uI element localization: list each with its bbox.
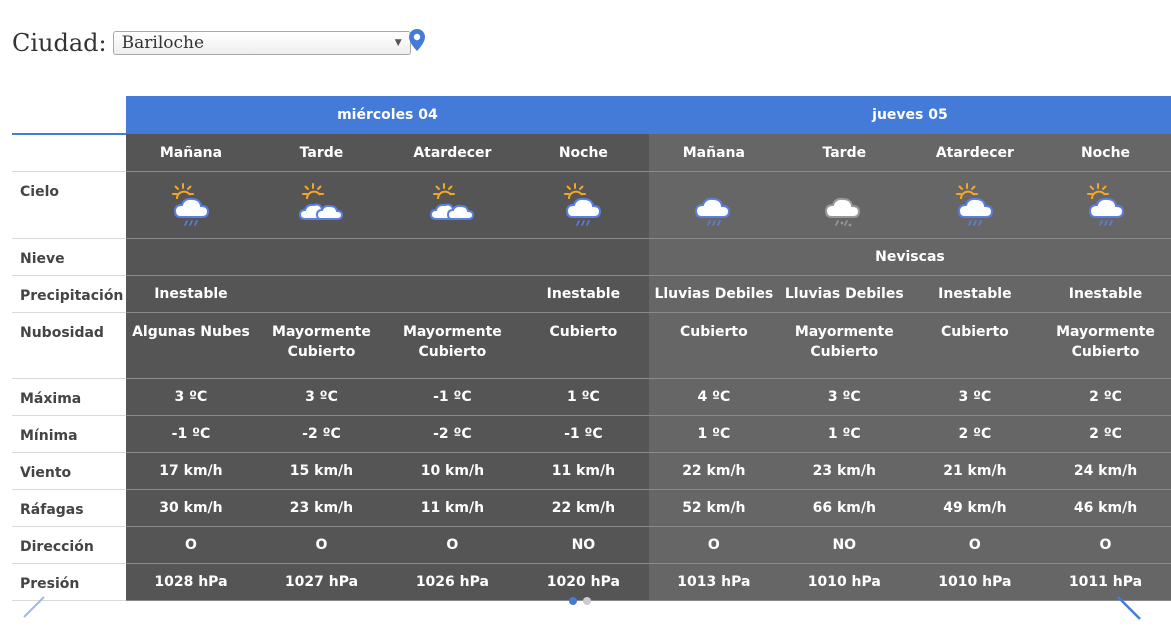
prev-arrow-icon[interactable] [20,595,48,627]
rafagas-cell: 49 km/h [910,490,1040,527]
rafagas-cell: 66 km/h [779,490,910,527]
min-cell: 1 ºC [649,416,779,453]
direccion-cell: O [1040,527,1171,564]
viento-cell: 23 km/h [779,453,910,490]
viento-cell: 11 km/h [518,453,649,490]
nubosidad-cell: Cubierto [649,313,779,379]
period-header: Tarde [779,134,910,172]
row-label-maxima: Máxima [12,379,126,416]
city-selector-row [12,26,411,60]
row-label-presion: Presión [12,564,126,601]
pager-dot-2[interactable] [583,597,591,605]
max-cell: 4 ºC [649,379,779,416]
presion-cell: 1026 hPa [387,564,518,601]
presion-cell: 1020 hPa [518,564,649,601]
direccion-cell: O [910,527,1040,564]
row-label-nieve: Nieve [12,239,126,276]
sun-clouds-icon [428,197,476,213]
min-cell: 2 ºC [910,416,1040,453]
nubosidad-cell: Mayormente Cubierto [256,313,387,379]
viento-cell: 17 km/h [126,453,256,490]
chevron-down-icon: ▼ [394,38,402,48]
nubosidad-cell: Mayormente Cubierto [387,313,518,379]
period-header: Noche [1040,134,1171,172]
presion-cell: 1010 hPa [910,564,1040,601]
direccion-cell: O [649,527,779,564]
rafagas-cell: 52 km/h [649,490,779,527]
city-label: Ciudad: [12,29,107,57]
row-label-direccion: Dirección [12,527,126,564]
nubosidad-cell: Mayormente Cubierto [779,313,910,379]
min-cell: -1 ºC [126,416,256,453]
viento-cell: 10 km/h [387,453,518,490]
viento-cell: 15 km/h [256,453,387,490]
precip-cell: Lluvias Debiles [649,276,779,313]
rafagas-cell: 23 km/h [256,490,387,527]
precip-cell: Lluvias Debiles [779,276,910,313]
max-cell: 3 ºC [910,379,1040,416]
period-header: Atardecer [910,134,1040,172]
direccion-cell: O [387,527,518,564]
min-cell: -1 ºC [518,416,649,453]
sun-cloud-rain-icon [167,197,215,213]
presion-cell: 1028 hPa [126,564,256,601]
row-label-precipitacion: Precipitación [12,276,126,313]
precip-cell: Inestable [910,276,1040,313]
row-label-rafagas: Ráfagas [12,490,126,527]
sky-cell [910,172,1040,239]
direccion-cell: NO [518,527,649,564]
pager-dot-1[interactable] [569,597,577,605]
period-header: Mañana [126,134,256,172]
viento-cell: 24 km/h [1040,453,1171,490]
max-cell: 3 ºC [779,379,910,416]
presion-cell: 1027 hPa [256,564,387,601]
sun-cloud-rain-icon [1082,197,1130,213]
day-header-1: miércoles 04 [126,96,649,134]
pager-dots [569,597,591,605]
min-cell: 1 ºC [779,416,910,453]
sky-cell [1040,172,1171,239]
sun-clouds-icon [297,197,345,213]
presion-cell: 1010 hPa [779,564,910,601]
precip-cell: Inestable [1040,276,1171,313]
presion-cell: 1013 hPa [649,564,779,601]
precip-cell [387,276,518,313]
max-cell: 2 ºC [1040,379,1171,416]
nubosidad-cell: Cubierto [910,313,1040,379]
precip-cell [256,276,387,313]
cloud-rain-icon [690,197,738,213]
precip-cell: Inestable [518,276,649,313]
rafagas-cell: 11 km/h [387,490,518,527]
min-cell: -2 ºC [256,416,387,453]
min-cell: 2 ºC [1040,416,1171,453]
period-header: Atardecer [387,134,518,172]
period-header: Tarde [256,134,387,172]
max-cell: 1 ºC [518,379,649,416]
forecast-table [12,96,1171,601]
city-select[interactable] [113,31,411,55]
max-cell: 3 ºC [256,379,387,416]
row-label-viento: Viento [12,453,126,490]
precip-cell: Inestable [126,276,256,313]
sky-cell [126,172,256,239]
sky-cell [387,172,518,239]
direccion-cell: NO [779,527,910,564]
corner-cell [12,96,126,134]
direccion-cell: O [126,527,256,564]
city-select-value: Bariloche [121,33,205,53]
row-label-nubosidad: Nubosidad [12,313,126,379]
max-cell: 3 ºC [126,379,256,416]
presion-cell: 1011 hPa [1040,564,1171,601]
rafagas-cell: 22 km/h [518,490,649,527]
sky-cell [779,172,910,239]
cloud-snow-rain-icon [820,197,868,213]
rafagas-cell: 30 km/h [126,490,256,527]
direccion-cell: O [256,527,387,564]
min-cell: -2 ºC [387,416,518,453]
sky-cell [649,172,779,239]
rafagas-cell: 46 km/h [1040,490,1171,527]
row-label-empty [12,134,126,172]
day-header-2: jueves 05 [649,96,1171,134]
nieve-cell-day2: Neviscas [649,239,1171,276]
period-header: Mañana [649,134,779,172]
viento-cell: 22 km/h [649,453,779,490]
row-label-cielo: Cielo [12,172,126,239]
sun-cloud-rain-icon [559,197,607,213]
nubosidad-cell: Algunas Nubes [126,313,256,379]
next-arrow-icon[interactable] [1116,595,1144,627]
period-header: Noche [518,134,649,172]
sun-cloud-rain-icon [951,197,999,213]
nubosidad-cell: Cubierto [518,313,649,379]
nieve-cell-day1 [126,239,649,276]
row-label-minima: Mínima [12,416,126,453]
sky-cell [256,172,387,239]
viento-cell: 21 km/h [910,453,1040,490]
max-cell: -1 ºC [387,379,518,416]
location-pin-icon[interactable] [408,28,426,56]
sky-cell [518,172,649,239]
nubosidad-cell: Mayormente Cubierto [1040,313,1171,379]
